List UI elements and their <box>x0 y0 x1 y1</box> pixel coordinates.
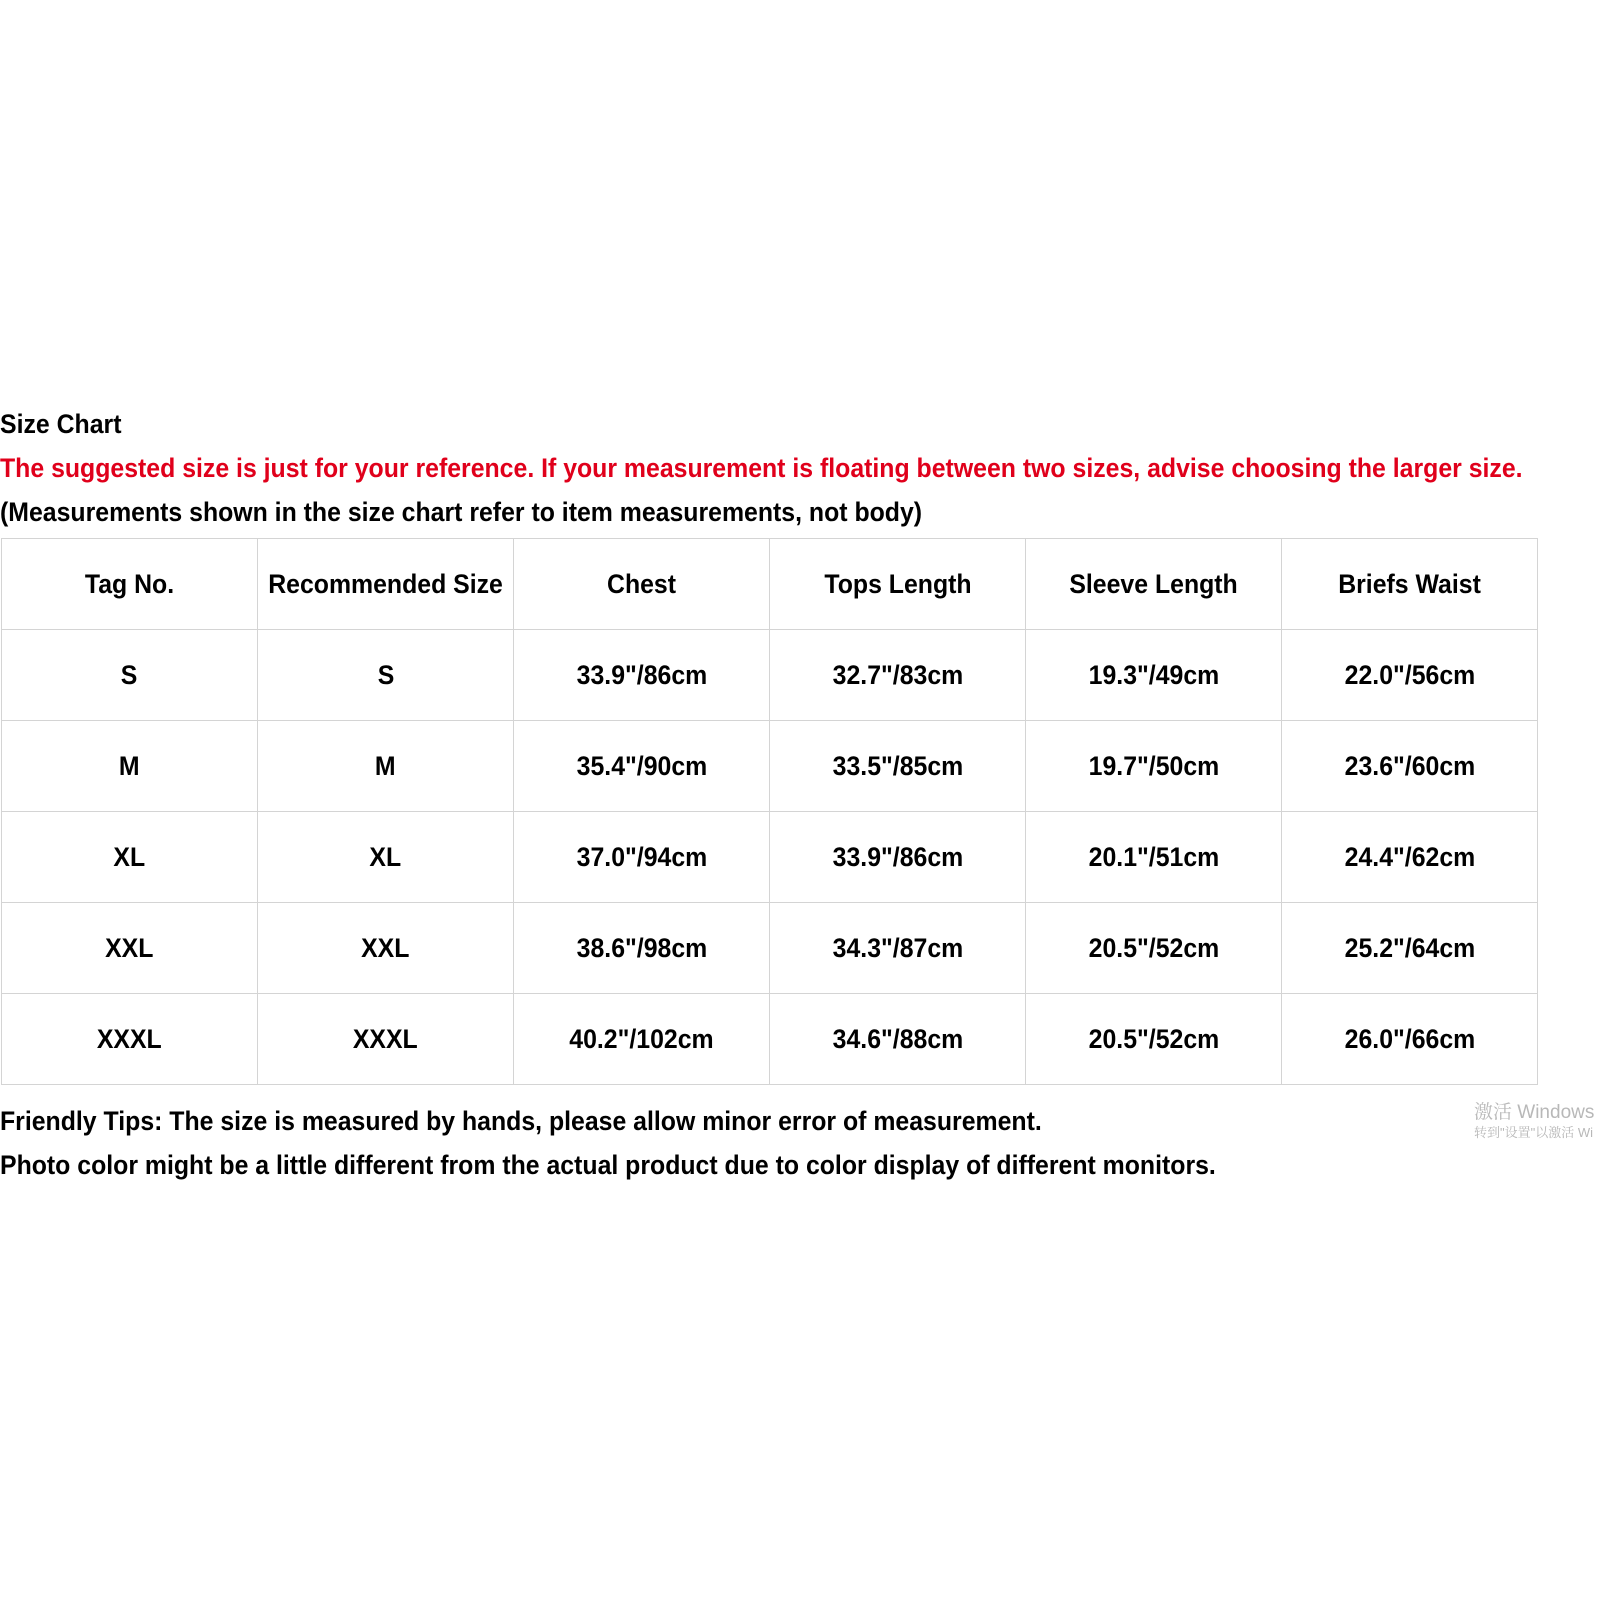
table-cell: 40.2"/102cm <box>514 994 770 1085</box>
table-header-row <box>2 539 1538 630</box>
table-cell: 38.6"/98cm <box>514 903 770 994</box>
table-cell: 34.3"/87cm <box>770 903 1026 994</box>
table-cell: 25.2"/64cm <box>1282 903 1538 994</box>
table-row <box>2 812 1538 903</box>
table-cell: 32.7"/83cm <box>770 630 1026 721</box>
table-cell: XXXL <box>258 994 514 1085</box>
measurement-note: (Measurements shown in the size chart refer to item measurements, not body) <box>0 497 923 527</box>
table-cell: M <box>258 721 514 812</box>
watermark-line-1: 激活 Windows <box>1474 1102 1595 1123</box>
table-cell: M <box>2 721 258 812</box>
table-row <box>2 721 1538 812</box>
activation-watermark <box>1474 1102 1594 1140</box>
table-cell: 22.0"/56cm <box>1282 630 1538 721</box>
table-cell: XXL <box>258 903 514 994</box>
table-row <box>2 994 1538 1085</box>
tip-color: Photo color might be a little different from the actual product due to color display of different monitors. <box>0 1150 1216 1180</box>
column-header: Briefs Waist <box>1282 539 1538 630</box>
table-cell: 19.7"/50cm <box>1026 721 1282 812</box>
page-title: Size Chart <box>0 409 122 439</box>
tip-measurement: Friendly Tips: The size is measured by hands, please allow minor error of measurement. <box>0 1106 1042 1136</box>
table-cell: 33.9"/86cm <box>514 630 770 721</box>
table-cell: XL <box>258 812 514 903</box>
table-cell: 26.0"/66cm <box>1282 994 1538 1085</box>
table-cell: S <box>2 630 258 721</box>
table-cell: 20.5"/52cm <box>1026 994 1282 1085</box>
column-header: Tops Length <box>770 539 1026 630</box>
column-header: Recommended Size <box>258 539 514 630</box>
size-table <box>1 538 1538 1085</box>
table-cell: 34.6"/88cm <box>770 994 1026 1085</box>
table-cell: 37.0"/94cm <box>514 812 770 903</box>
size-chart-sheet <box>0 402 1600 1187</box>
table-cell: 33.5"/85cm <box>770 721 1026 812</box>
friendly-tips <box>0 1099 1600 1187</box>
watermark-line-2: 转到"设置"以激活 Wi <box>1474 1124 1593 1140</box>
column-header: Sleeve Length <box>1026 539 1282 630</box>
table-cell: 35.4"/90cm <box>514 721 770 812</box>
table-row <box>2 630 1538 721</box>
table-cell: 24.4"/62cm <box>1282 812 1538 903</box>
table-cell: XXXL <box>2 994 258 1085</box>
table-cell: 33.9"/86cm <box>770 812 1026 903</box>
size-notice: The suggested size is just for your reference. If your measurement is floating between two sizes, advise choosing the larger size. <box>0 453 1523 483</box>
table-cell: 20.1"/51cm <box>1026 812 1282 903</box>
table-row <box>2 903 1538 994</box>
table-cell: S <box>258 630 514 721</box>
table-cell: XXL <box>2 903 258 994</box>
table-cell: 23.6"/60cm <box>1282 721 1538 812</box>
column-header: Tag No. <box>2 539 258 630</box>
table-cell: XL <box>2 812 258 903</box>
column-header: Chest <box>514 539 770 630</box>
table-cell: 20.5"/52cm <box>1026 903 1282 994</box>
table-cell: 19.3"/49cm <box>1026 630 1282 721</box>
